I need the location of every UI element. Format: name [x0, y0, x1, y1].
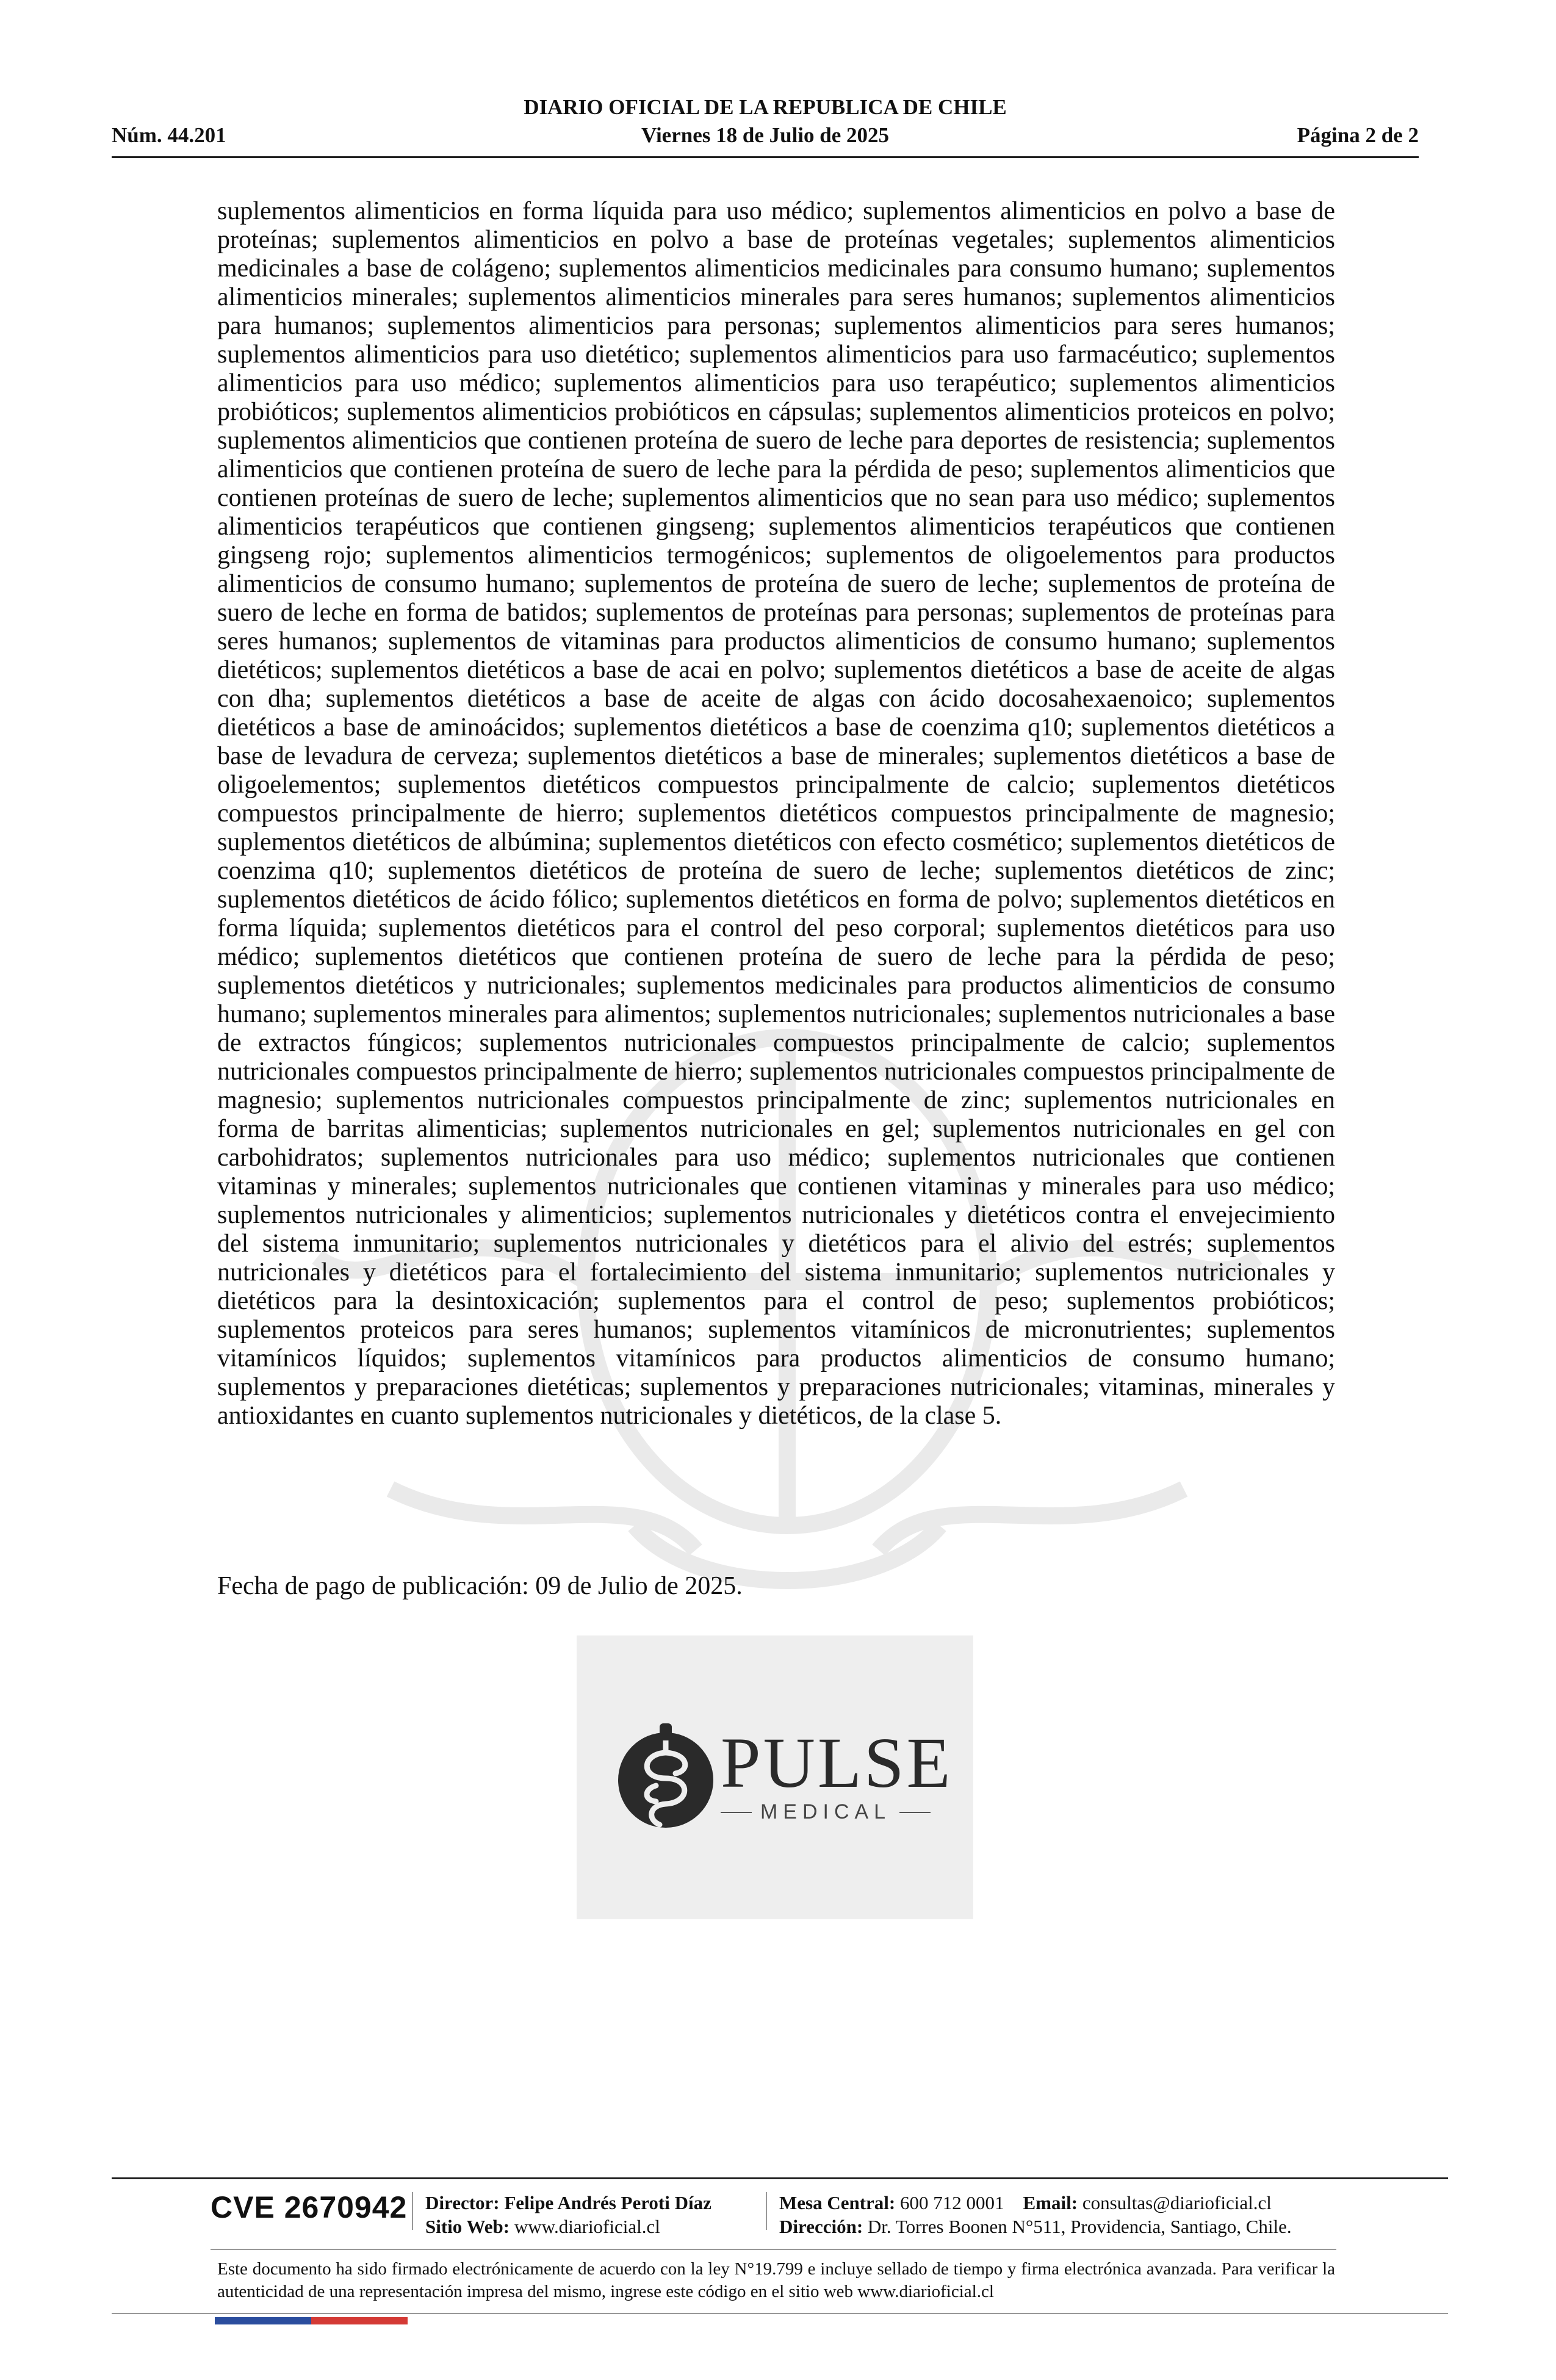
cve-code: CVE 2670942 — [211, 2190, 408, 2224]
footer-contact-block — [779, 2191, 1292, 2238]
footer-divider-mid — [211, 2249, 1336, 2250]
electronic-signature-notice: Este documento ha sido firmado electrónicamente de acuerdo con la ley N°19.799 e incluye sellado de tiempo y firma electrónica avanzada. Para verificar la autenticidad de una representación impresa del mismo, ingrese este código en el sitio web www.diarioficial.cl — [217, 2259, 1335, 2301]
page-header — [112, 95, 1419, 159]
address-value: Dr. Torres Boonen N°511, Providencia, Santiago, Chile. — [867, 2216, 1292, 2237]
pulse-medical-emblem-icon — [617, 1722, 715, 1832]
email-label: Email: — [1023, 2192, 1078, 2213]
issue-date: Viernes 18 de Julio de 2025 — [641, 123, 890, 147]
footer-divider-top — [112, 2177, 1448, 2179]
trademark-logo — [577, 1635, 973, 1919]
page-indicator: Página 2 de 2 — [1297, 123, 1419, 147]
logo-rule-right — [899, 1812, 931, 1813]
footer-director-block — [425, 2191, 711, 2238]
logo-subtitle — [721, 1800, 931, 1824]
flag-stripe-blue — [215, 2317, 311, 2324]
footer-divider-bottom — [112, 2313, 1448, 2314]
website-link[interactable]: www.diarioficial.cl — [514, 2216, 660, 2237]
footer-separator — [766, 2192, 767, 2230]
address-label: Dirección: — [779, 2216, 863, 2237]
trademark-goods-text: suplementos alimenticios en forma líquida para uso médico; suplementos alimenticios en polvo a base de proteínas; suplementos alimenticios en polvo a base de proteínas vegetales; suplementos alimenticios medicinales a base de colágeno; suplementos alimenticios medicinales para consumo humano; suplementos alimenticios minerales; suplementos alimenticios minerales para seres humanos; suplementos alimenticios para humanos; suplementos alimenticios para personas; suplementos alimenticios para seres humanos; suplementos alimenticios para uso dietético; suplementos alimenticios para uso farmacéutico; suplementos alimenticios para uso médico; suplementos alimenticios para uso terapéutico; suplementos alimenticios probióticos; suplementos alimenticios probióticos en cápsulas; suplementos alimenticios proteicos en polvo; suplementos alimenticios que contienen proteína de suero de leche para deportes de resistencia; suplementos alimenticios que contienen proteína de suero de leche para la pérdida de peso; suplementos alimenticios que contienen proteínas de suero de leche; suplementos alimenticios que no sean para uso médico; suplementos alimenticios terapéuticos que contienen gingseng; suplementos alimenticios terapéuticos que contienen gingseng rojo; suplementos alimenticios termogénicos; suplementos de oligoelementos para productos alimenticios de consumo humano; suplementos de proteína de suero de leche; suplementos de proteína de suero de leche en forma de batidos; suplementos de proteínas para personas; suplementos de proteínas para seres humanos; suplementos de vitaminas para productos alimenticios de consumo humano; suplementos dietéticos; suplementos dietéticos a base de acai en polvo; suplementos dietéticos a base de aceite de algas con dha; suplementos dietéticos a base de aceite de algas con ácido docosahexaenoico; suplementos dietéticos a base de aminoácidos; suplementos dietéticos a base de coenzima q10; suplementos dietéticos a base de levadura de cerveza; suplementos dietéticos a base de minerales; suplementos dietéticos a base de oligoelementos; suplementos dietéticos compuestos principalmente de calcio; suplementos dietéticos compuestos principalmente de hierro; suplementos dietéticos compuestos principalmente de magnesio; suplementos dietéticos de albúmina; suplementos dietéticos con efecto cosmético; suplementos dietéticos de coenzima q10; suplementos dietéticos de proteína de suero de leche; suplementos dietéticos de zinc; suplementos dietéticos de ácido fólico; suplementos dietéticos en forma de polvo; suplementos dietéticos en forma líquida; suplementos dietéticos para el control del peso corporal; suplementos dietéticos para uso médico; suplementos dietéticos que contienen proteína de suero de leche para la pérdida de peso; suplementos dietéticos y nutricionales; suplementos medicinales para productos alimenticios de consumo humano; suplementos minerales para alimentos; suplementos nutricionales; suplementos nutricionales a base de extractos fúngicos; suplementos nutricionales compuestos principalmente de calcio; suplementos nutricionales compuestos principalmente de hierro; suplementos nutricionales compuestos principalmente de magnesio; suplementos nutricionales compuestos principalmente de zinc; suplementos nutricionales en forma de barritas alimenticias; suplementos nutricionales en gel; suplementos nutricionales en gel con carbohidratos; suplementos nutricionales para uso médico; suplementos nutricionales que contienen vitaminas y minerales; suplementos nutricionales que contienen vitaminas y minerales para uso médico; suplementos nutricionales y alimenticios; suplementos nutricionales y dietéticos contra el envejecimiento del sistema inmunitario; suplementos nutricionales y dietéticos para el alivio del estrés; suplementos nutricionales y dietéticos para el fortalecimiento del sistema inmunitario; suplementos nutricionales y dietéticos para la desintoxicación; suplementos para el control de peso; suplementos probióticos; suplementos proteicos para seres humanos; suplementos vitamínicos de micronutrientes; suplementos vitamínicos líquidos; suplementos vitamínicos para productos alimenticios de consumo humano; suplementos y preparaciones dietéticas; suplementos y preparaciones nutricionales; vitaminas, minerales y antioxidantes en cuanto suplementos nutricionales y dietéticos, de la clase 5. — [217, 197, 1335, 1430]
mesa-phone: 600 712 0001 — [900, 2192, 1004, 2213]
logo-wordmark: PULSE — [721, 1723, 953, 1803]
website-label: Sitio Web: — [425, 2216, 510, 2237]
flag-stripe-red — [311, 2317, 408, 2324]
issue-number: Núm. 44.201 — [112, 123, 226, 147]
mesa-label: Mesa Central: — [779, 2192, 896, 2213]
flag-stripe — [215, 2317, 408, 2324]
logo-rule-left — [721, 1812, 752, 1813]
logo-subtitle-text: MEDICAL — [760, 1800, 891, 1823]
publication-title: DIARIO OFICIAL DE LA REPUBLICA DE CHILE — [524, 95, 1007, 119]
header-divider — [112, 156, 1419, 158]
director-name: Felipe Andrés Peroti Díaz — [504, 2192, 711, 2213]
director-label: Director: — [425, 2192, 500, 2213]
payment-date-line: Fecha de pago de publicación: 09 de Julio de 2025. — [217, 1572, 743, 1600]
email-link[interactable]: consultas@diarioficial.cl — [1082, 2192, 1272, 2213]
footer-separator — [412, 2192, 413, 2230]
